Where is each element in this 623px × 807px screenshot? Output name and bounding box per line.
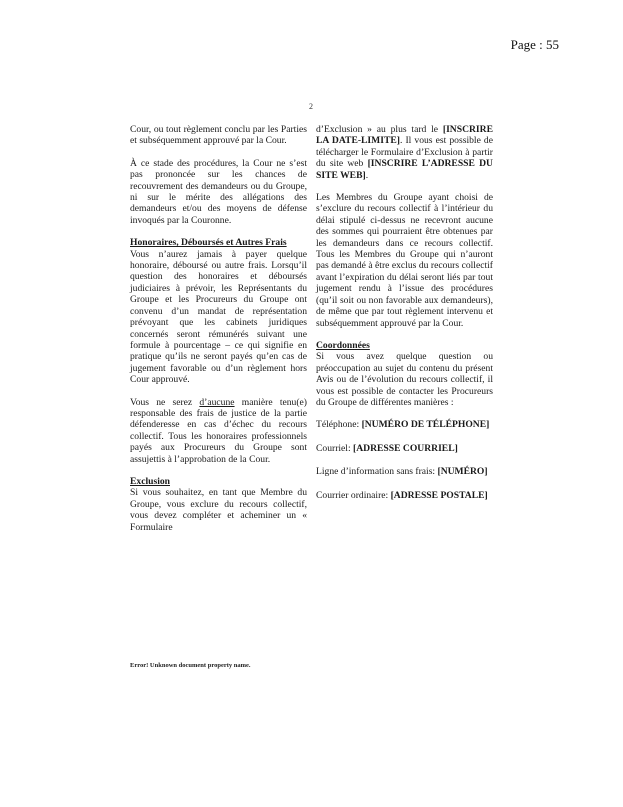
contact-email-value: [ADRESSE COURRIEL] <box>353 442 458 454</box>
paragraph-excluded-members: Les Membres du Groupe ayant choisi de s’exclure du recours collectif à l’intérieur du délai stipulé ci-dessus ne recevront aucune des sommes qui pourraient être obtenues par les demandeurs dans ce recours collectif. Tous les Membres du Groupe qui n’auront pas demandé à être exclus du recours collectif avant l’expiration du délai seront liés par tout jugement rendu à l’issue des procédures (qu’il soit ou non favorable aux demandeurs), de même que par tout règlement intervenu et subséquemment approuvé par la Cour. <box>316 192 493 329</box>
right-column <box>316 124 493 513</box>
contact-tollfree-value: [NUMÉRO] <box>437 466 488 478</box>
contact-phone-value: [NUMÉRO DE TÉLÉPHONE] <box>361 419 490 431</box>
exclusion-form-text-3: . <box>365 169 369 181</box>
contact-tollfree <box>316 466 493 477</box>
fees-liability-text-after: manière tenu(e) responsable des frais de justice de la partie défenderesse en cas d’échec du recours collectif. Tous les honoraires professionnels payés aux Procureurs du Groupe sont assujettis à l’approbation de la Cour. <box>130 396 307 465</box>
heading-contact: Coordonnées <box>316 339 370 351</box>
contact-mail <box>316 490 493 501</box>
paragraph-exclusion: Si vous souhaitez, en tant que Membre du Groupe, vous exclure du recours collectif, vous devez compléter et acheminer un « Formulaire <box>130 487 307 533</box>
heading-exclusion: Exclusion <box>130 475 170 487</box>
contact-email-label: Courriel: <box>316 442 354 454</box>
contact-mail-value: [ADRESSE POSTALE] <box>390 489 488 501</box>
paragraph-court-settlement: Cour, ou tout règlement conclu par les Parties et subséquemment approuvé par la Cour. <box>130 124 307 147</box>
exclusion-form-text-1: d’Exclusion » au plus tard le <box>316 124 443 135</box>
contact-email <box>316 443 493 454</box>
heading-fees: Honoraires, Déboursés et Autres Frais <box>130 237 287 249</box>
paragraph-fees-liability <box>130 397 307 465</box>
paragraph-contact: Si vous avez quelque question ou préoccupation au sujet du contenu du présent Avis ou de l’évolution du recours collectif, il vous est possible de contacter les Procureurs du Groupe de différentes manières : <box>316 351 493 408</box>
deadline-placeholder: [INSCRIRE LA DATE-LIMITE] <box>316 124 493 147</box>
contact-mail-label: Courrier ordinaire: <box>316 489 391 501</box>
exclusion-form-text-2: . Il vous est possible de télécharger le Formulaire d’Exclusion à partir du site web <box>316 135 493 170</box>
paragraph-exclusion-form <box>316 124 493 181</box>
contact-phone-label: Téléphone: <box>316 419 362 431</box>
fees-liability-underlined: d’aucune <box>199 396 235 408</box>
footer-error-text: Error! Unknown document property name. <box>130 662 251 669</box>
contact-phone <box>316 419 493 430</box>
page-number: Page : 55 <box>510 37 559 52</box>
fees-liability-text-before: Vous ne serez <box>130 396 200 408</box>
inner-page-number: 2 <box>309 102 313 111</box>
left-column <box>130 124 307 544</box>
website-placeholder: [INSCRIRE L’ADRESSE DU SITE WEB] <box>316 158 493 181</box>
contact-tollfree-label: Ligne d’information sans frais: <box>316 466 438 478</box>
paragraph-fees: Vous n’aurez jamais à payer quelque honoraire, déboursé ou autre frais. Lorsqu’il question des honoraires et déboursés judiciaires à prévoir, les Représentants du Groupe et les Procureurs du Groupe ont convenu d’un mandat de représentation prévoyant que les cabinets juridiques concernés seront rémunérés suivant une formule à pourcentage – ce qui signifie en pratique qu’ils ne seront payés qu’en cas de jugement favorable ou d’un règlement hors Cour approuvé. <box>130 248 307 386</box>
paragraph-procedure-stage: À ce stade des procédures, la Cour ne s’est pas prononcée sur les chances de recouvrement des demandeurs ou du Groupe, ni sur le mérite des allégations des demandeurs et/ou des moyens de défense invoqués par la Couronne. <box>130 157 307 226</box>
